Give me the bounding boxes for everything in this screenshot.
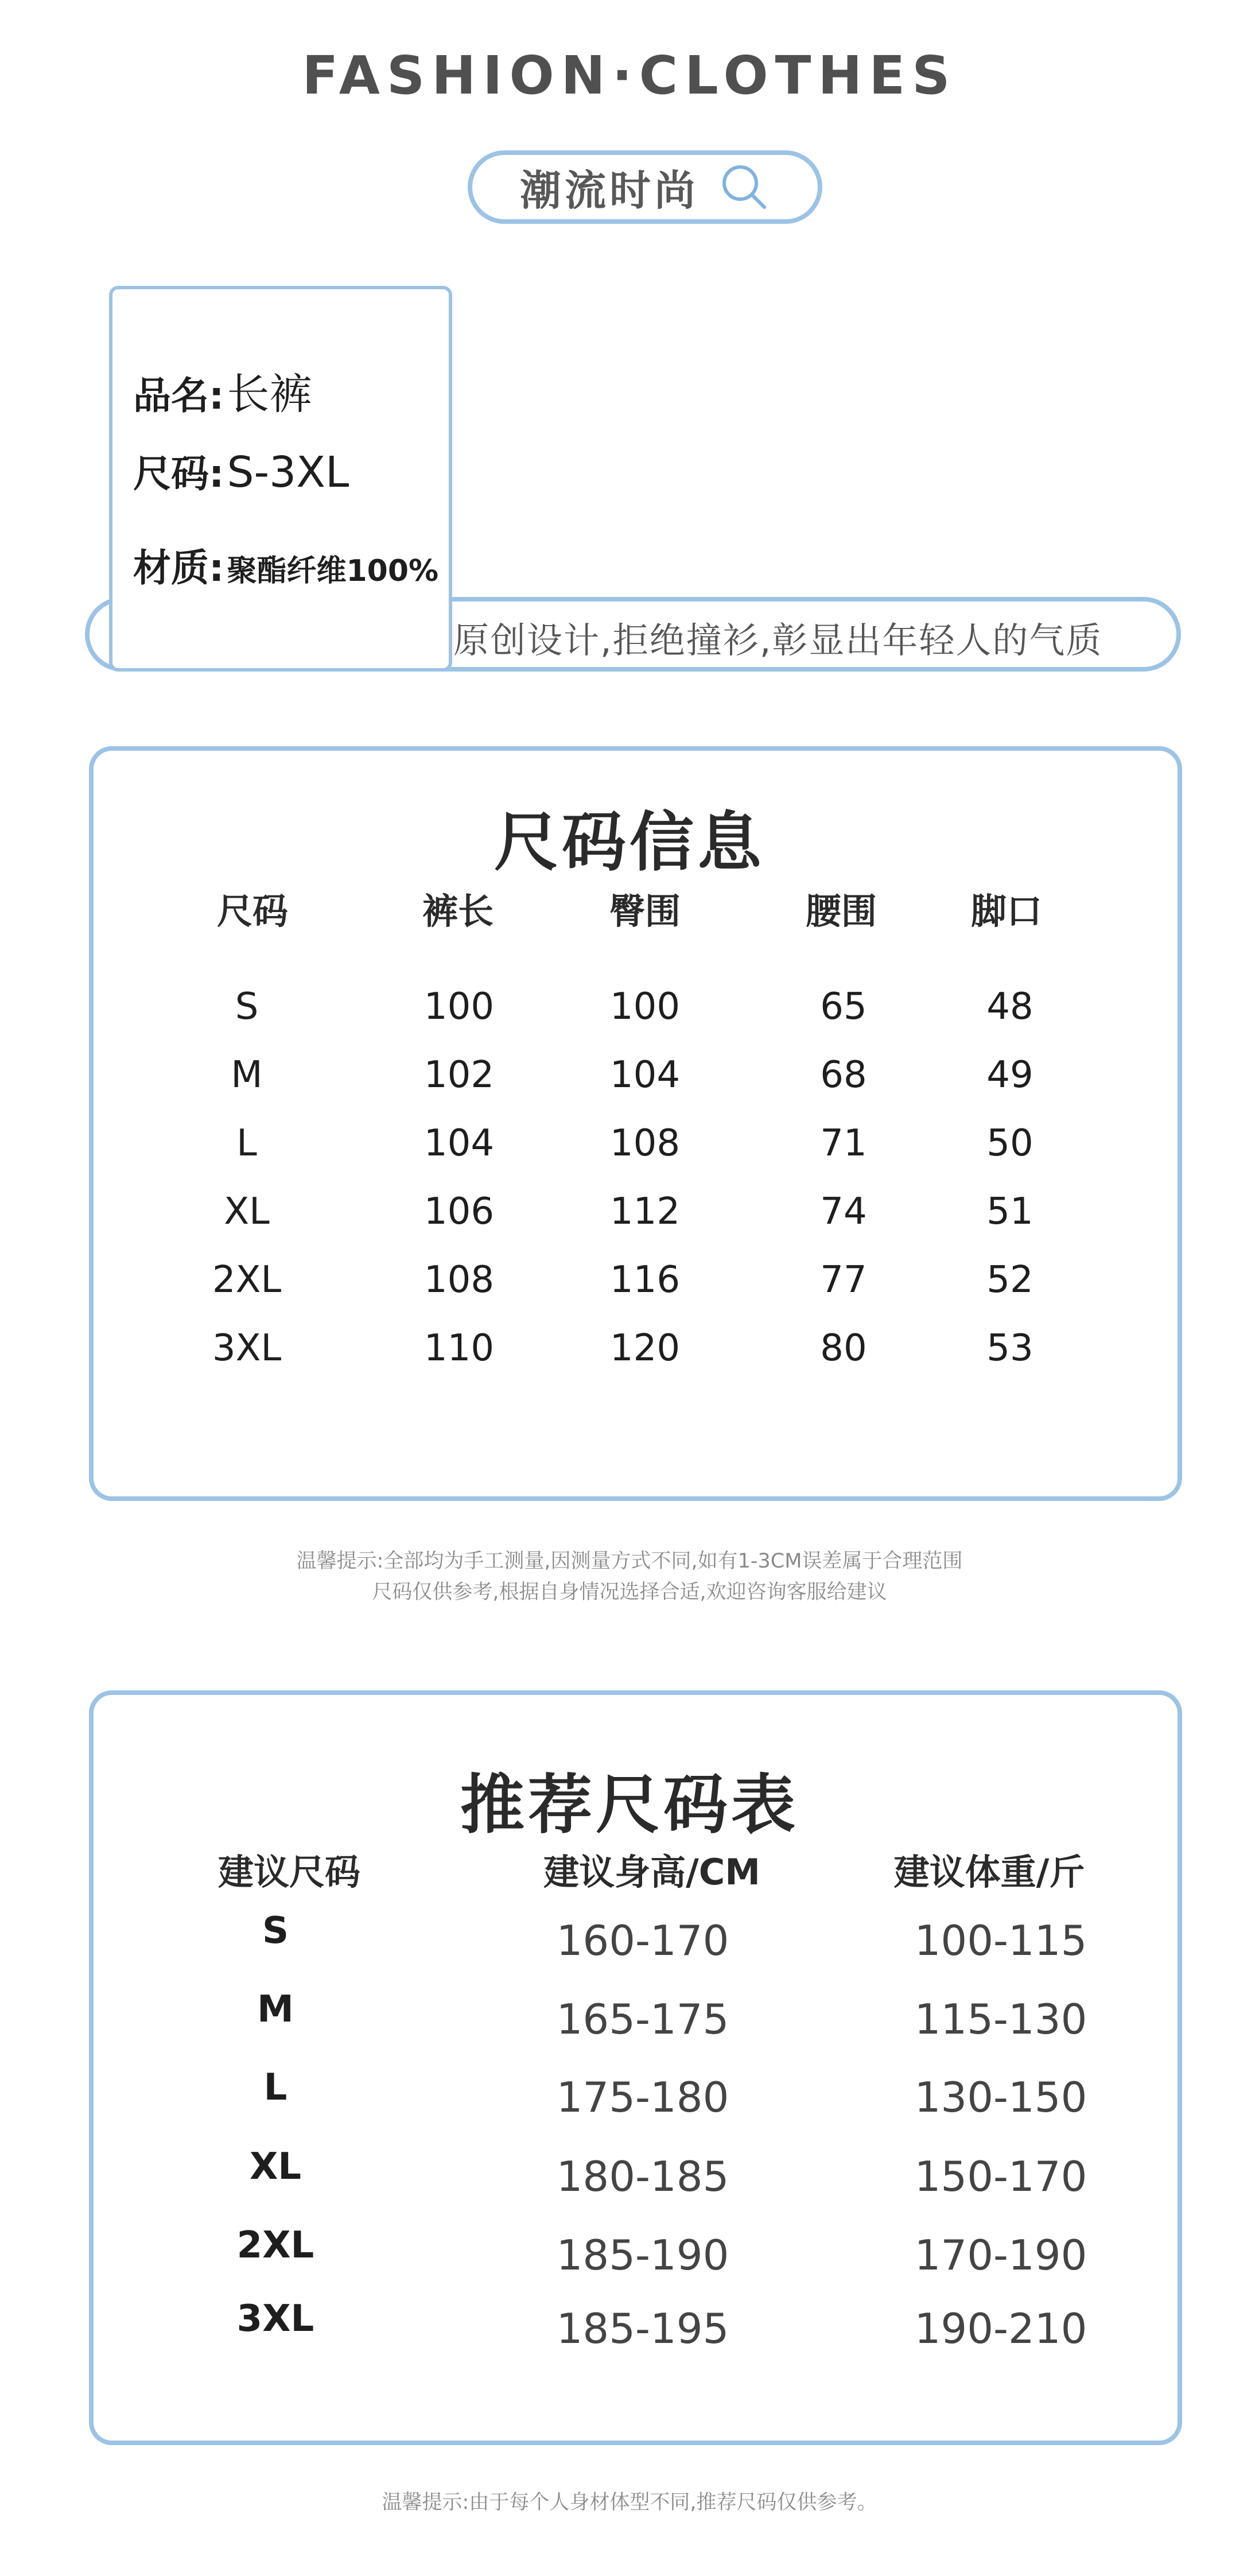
product-name-value: 长裤 (227, 370, 312, 419)
size-cell: 110 (423, 1327, 495, 1370)
recommend-cell: 3XL (236, 2298, 314, 2340)
recommend-cell: 180-185 (556, 2152, 729, 2201)
size-cell: 68 (820, 1054, 867, 1096)
size-header-size: 尺码 (216, 890, 289, 932)
size-cell: 120 (609, 1327, 681, 1370)
size-cell: 100 (609, 986, 681, 1028)
recommend-header-size: 建议尺码 (217, 1851, 361, 1893)
size-cell: 108 (423, 1259, 495, 1301)
size-cell: 53 (986, 1327, 1033, 1370)
size-header-length: 裤长 (422, 890, 494, 932)
recommend-cell: XL (249, 2146, 302, 2188)
product-name-key: 品名: (133, 374, 224, 418)
size-cell: S (235, 986, 259, 1028)
recommend-cell: 2XL (236, 2224, 314, 2267)
size-cell: M (231, 1054, 263, 1096)
product-material-key: 材质: (133, 546, 224, 590)
search-pill[interactable] (468, 150, 822, 224)
search-label: 潮流时尚 (519, 166, 699, 215)
size-cell: 50 (986, 1122, 1033, 1165)
recommend-cell: M (257, 1988, 294, 2031)
size-cell: 104 (609, 1054, 681, 1096)
brand-title: FASHION·CLOTHES (302, 45, 957, 106)
size-cell: 116 (609, 1259, 681, 1301)
product-size-key: 尺码: (133, 452, 224, 496)
measurement-note-line1: 温馨提示:全部均为手工测量,因测量方式不同,如有1-3CM误差属于合理范围 (296, 1550, 963, 1573)
size-cell: 108 (609, 1122, 681, 1165)
size-cell: 2XL (212, 1259, 282, 1301)
product-material-row (133, 537, 438, 592)
size-cell: 52 (986, 1259, 1033, 1301)
recommend-cell: 190-210 (914, 2305, 1087, 2353)
recommend-cell: 185-190 (556, 2231, 729, 2279)
product-size-row (133, 443, 349, 498)
slogan-text: 原创设计,拒绝撞衫,彰显出年轻人的气质 (453, 619, 1103, 661)
search-icon (718, 161, 770, 213)
recommend-header-weight: 建议体重/斤 (893, 1851, 1085, 1893)
product-material-value: 聚酯纤维100% (227, 554, 439, 588)
recommend-cell: 115-130 (914, 1995, 1087, 2043)
recommend-cell: L (263, 2066, 287, 2109)
product-name-row (133, 360, 312, 421)
size-cell: 104 (423, 1122, 495, 1165)
size-cell: 102 (423, 1054, 495, 1096)
recommend-cell: 160-170 (556, 1917, 729, 1965)
recommend-cell: 100-115 (914, 1917, 1087, 1965)
size-cell: 49 (986, 1054, 1033, 1096)
size-cell: 48 (986, 986, 1033, 1028)
size-header-hip: 臀围 (609, 890, 681, 932)
recommend-note: 温馨提示:由于每个人身材体型不同,推荐尺码仅供参考。 (382, 2491, 877, 2514)
size-cell: 106 (423, 1190, 495, 1233)
size-cell: 51 (986, 1190, 1033, 1233)
recommend-header-height: 建议身高/CM (543, 1851, 760, 1893)
recommend-cell: S (262, 1910, 289, 1952)
size-header-leg-opening: 脚口 (970, 890, 1043, 932)
recommend-cell: 130-150 (914, 2073, 1087, 2121)
size-cell: 3XL (212, 1327, 282, 1370)
recommend-cell: 185-195 (556, 2305, 729, 2353)
measurement-note-line2: 尺码仅供参考,根据自身情况选择合适,欢迎咨询客服给建议 (372, 1581, 887, 1604)
recommend-cell: 165-175 (556, 1995, 729, 2043)
recommend-title: 推荐尺码表 (460, 1768, 799, 1842)
recommend-cell: 175-180 (556, 2073, 729, 2121)
product-size-value: S-3XL (227, 448, 349, 497)
recommend-cell: 170-190 (914, 2231, 1087, 2279)
size-cell: 77 (820, 1259, 867, 1301)
size-cell: 65 (820, 986, 867, 1028)
size-header-waist: 腰围 (805, 890, 877, 932)
size-cell: 100 (423, 986, 495, 1028)
size-info-title: 尺码信息 (494, 805, 765, 880)
size-cell: XL (224, 1190, 270, 1233)
size-cell: 80 (820, 1327, 867, 1370)
size-cell: 112 (609, 1190, 681, 1233)
size-cell: L (236, 1122, 257, 1165)
size-cell: 74 (820, 1190, 867, 1233)
recommend-cell: 150-170 (914, 2152, 1087, 2201)
size-cell: 71 (820, 1122, 867, 1165)
